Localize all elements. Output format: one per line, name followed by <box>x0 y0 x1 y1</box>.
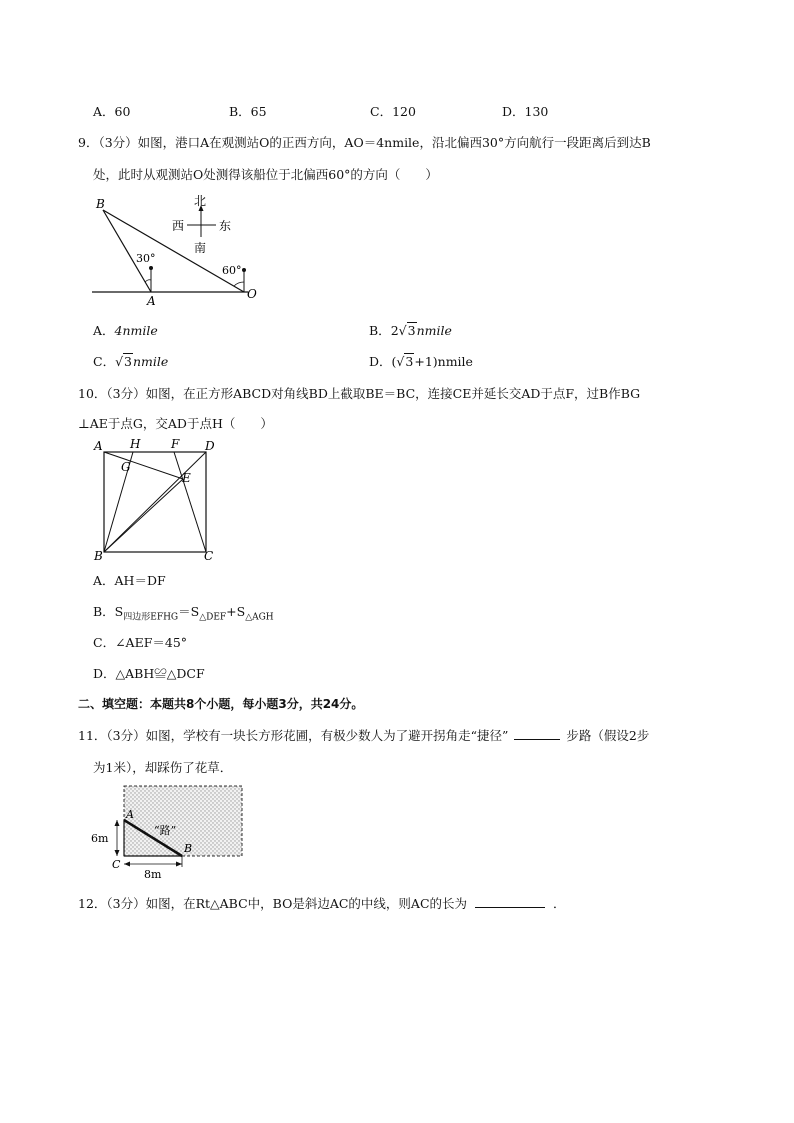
q11-label-a: A <box>126 808 134 821</box>
q12-stem: 12．（3分）如图，在Rt△ABC中，BO是斜边AC的中线，则AC的长为 ． <box>78 896 566 911</box>
compass-east: 东 <box>219 219 232 233</box>
q9-option-d: D．(√3+1)nmile <box>369 354 473 369</box>
q8-option-a: A．60 <box>93 104 131 119</box>
q8-option-b: B．65 <box>229 104 267 119</box>
q10-label-c: C <box>204 549 214 563</box>
q9-angle-30: 30° <box>136 252 156 265</box>
q10-stem-text1: 如图，在正方形ABCD对角线BD上截取BE＝BC，连接CE并延长交AD于点F，过B作BG <box>145 386 641 401</box>
q10-label-d: D <box>205 439 215 453</box>
sqrt-icon: √ <box>115 354 124 369</box>
section-title: 二、填空题：本题共8个小题，每小题3分，共24分。 <box>78 697 364 711</box>
q11-answer-blank[interactable] <box>514 739 560 740</box>
q9-number: 9． <box>78 135 99 150</box>
q11-label-b: B <box>184 842 193 855</box>
q10-label-h: H <box>130 437 141 451</box>
sqrt-icon: √ <box>398 323 407 338</box>
q10-option-c: C．∠AEF＝45° <box>93 635 188 650</box>
q10-stem-line2: ⊥AE于点G，交AD于点H（ ） <box>78 416 273 431</box>
compass-north: 北 <box>194 194 207 208</box>
q11-bottom-label: 8m <box>144 868 162 881</box>
q8-option-c: C．120 <box>370 104 416 119</box>
q9-stem-line2: 处，此时从观测站O处测得该船位于北偏西60°的方向（ ） <box>93 167 438 182</box>
q10-option-a: A．AH＝DF <box>93 573 166 588</box>
q12-score: （3分） <box>106 896 146 911</box>
q9-option-b: B．2√3nmile <box>369 323 452 338</box>
q9-option-c: C．√3nmile <box>93 354 169 369</box>
q9-stem-text1: 如图，港口A在观测站O的正西方向，AO＝4nmile，沿北偏西30°方向航行一段距离后到达B <box>137 135 651 150</box>
q9-stem-line1 <box>78 133 651 151</box>
q9-angle-60: 60° <box>222 264 242 277</box>
q11-figure <box>88 782 248 882</box>
q10-label-g: G <box>121 460 131 474</box>
q10-label-f: F <box>171 437 180 451</box>
q9-label-o: O <box>247 287 257 301</box>
q9-label-a: A <box>147 294 156 308</box>
q10-option-b: B．$S_{四边形EFHG}=S_{\triangle DEF}+S_{\triangle AGH}$ <box>93 604 274 623</box>
q9-option-a: A．4nmile <box>93 323 158 338</box>
q11-label-c: C <box>112 858 121 871</box>
q11-stem-line1: 11．（3分）如图，学校有一块长方形花圃，有极少数人为了避开拐角走“捷径” 步路（假设2步 <box>78 728 650 743</box>
sqrt-icon: √ <box>396 354 405 369</box>
q8-option-d: D．130 <box>502 104 549 119</box>
q11-stem-line2: 为1米），却踩伤了花草． <box>93 760 233 775</box>
q10-score: （3分） <box>106 386 146 401</box>
q12-answer-blank[interactable] <box>475 907 545 908</box>
q10-label-b: B <box>94 549 103 563</box>
q10-label-a: A <box>94 439 103 453</box>
q11-road-label: “路” <box>154 824 177 837</box>
compass-south: 南 <box>194 241 207 255</box>
compass-west: 西 <box>172 219 185 233</box>
q10-label-e: E <box>182 471 191 485</box>
q10-option-d: D．△ABH≌△DCF <box>93 666 205 681</box>
q11-side-label: 6m <box>91 832 109 845</box>
q9-score: （3分） <box>98 135 138 150</box>
q12-number: 12． <box>78 896 107 911</box>
q11-score: （3分） <box>106 728 146 743</box>
q11-number: 11． <box>78 728 107 743</box>
q9-label-b: B <box>96 197 105 211</box>
q9-figure <box>88 192 268 308</box>
q10-number: 10． <box>78 386 107 401</box>
compass-icon <box>187 205 216 237</box>
q10-figure <box>88 436 228 566</box>
q10-stem-line1 <box>78 384 640 402</box>
